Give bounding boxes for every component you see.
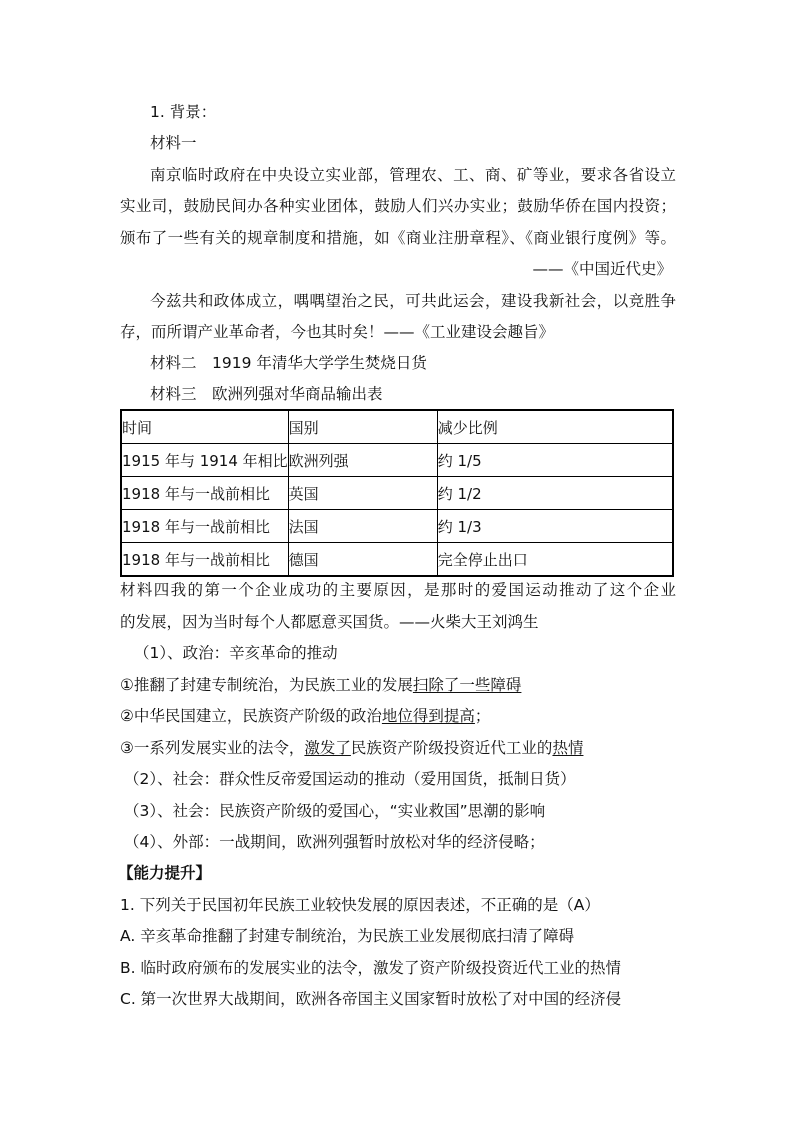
material-2: 材料二 1919 年清华大学学生焚烧日货: [150, 354, 427, 372]
point-1b: [120, 706, 490, 726]
table-cell: 欧洲列强: [288, 444, 437, 477]
point-1c-text: ③一系列发展实业的法令，: [120, 739, 305, 757]
material-3-title: 材料三 欧洲列强对华商品输出表: [150, 385, 383, 403]
table-cell: 英国: [288, 477, 437, 510]
point-1a-underline: 扫除了一些障碍: [412, 676, 522, 694]
table-header-cell: 国别: [288, 410, 437, 444]
point-1c-underline-1: 激发了: [304, 739, 351, 757]
table-cell: 约 1/3: [437, 510, 673, 543]
material-1-line-1: 南京临时政府在中央设立实业部，管理农、工、商、矿等业，要求各省设立: [150, 166, 676, 184]
table-row: [121, 510, 673, 543]
table-cell: 约 1/2: [437, 477, 673, 510]
option-b: B. 临时政府颁布的发展实业的法令，激发了资产阶级投资近代工业的热情: [120, 959, 621, 977]
material-1-line-3: 颁布了一些有关的规章制度和措施，如《商业注册章程》、《商业银行度例》等。: [120, 229, 676, 247]
table-cell: 完全停止出口: [437, 543, 673, 577]
material-1-line-2: 实业司，鼓励民间办各种实业团体，鼓励人们兴办实业；鼓励华侨在国内投资；: [120, 197, 676, 215]
point-1-title: （1）、政治：辛亥革命的推动: [134, 644, 338, 662]
point-4: （4）、外部：一战期间，欧洲列强暂时放松对华的经济侵略；: [124, 833, 545, 851]
point-1c-mid: 民族资产阶级投资近代工业的: [350, 739, 553, 757]
point-1b-text: ②中华民国建立，民族资产阶级的政治: [120, 707, 382, 725]
table-cell: 1918 年与一战前相比: [121, 510, 288, 543]
point-3: （3）、社会：民族资产阶级的爱国心，“实业救国”思潮的影响: [124, 802, 546, 820]
table-cell: 约 1/5: [437, 444, 673, 477]
point-2: （2）、社会：群众性反帝爱国运动的推动（爱用国货，抵制日货）: [124, 770, 576, 788]
question-1: 1. 下列关于民国初年民族工业较快发展的原因表述，不正确的是（A）: [120, 896, 600, 914]
table-row: [121, 444, 673, 477]
table-row: [121, 543, 673, 577]
table-header-cell: 时间: [121, 410, 288, 444]
table-header-cell: 减少比例: [437, 410, 673, 444]
quote-line-2: 存，而所谓产业革命者，今也其时矣！——《工业建设会趣旨》: [120, 323, 555, 341]
quote-line-1: 今兹共和政体成立，喁喁望治之民，可共此运会，建设我新社会，以竞胜争: [150, 292, 676, 310]
table-cell: 1918 年与一战前相比: [121, 543, 288, 577]
material-4-line-1: 材料四我的第一个企业成功的主要原因，是那时的爱国运动推动了这个企业: [120, 581, 676, 599]
point-1a: [120, 675, 521, 695]
option-a: A. 辛亥革命推翻了封建专制统治，为民族工业发展彻底扫清了障碍: [120, 927, 575, 945]
point-1a-text: ①推翻了封建专制统治，为民族工业的发展: [120, 676, 413, 694]
table-cell: 1918 年与一战前相比: [121, 477, 288, 510]
material-1-source: ——《中国近代史》: [532, 260, 672, 278]
table-header-row: [121, 410, 673, 444]
option-c: C. 第一次世界大战期间，欧洲各帝国主义国家暂时放松了对中国的经济侵: [120, 990, 622, 1008]
table-cell: 德国: [288, 543, 437, 577]
ability-heading: 【能力提升】: [118, 864, 212, 882]
point-1c-underline-2: 热情: [552, 739, 584, 757]
table-cell: 法国: [288, 510, 437, 543]
table-cell: 1915 年与 1914 年相比: [121, 444, 288, 477]
material-1-label: 材料一: [150, 134, 197, 152]
table-row: [121, 477, 673, 510]
point-1b-punct: ；: [474, 707, 491, 725]
material-4-line-2: 的发展，因为当时每个人都愿意买国货。——火柴大王刘鸿生: [120, 613, 539, 631]
export-table: [120, 409, 674, 577]
point-1c: [120, 738, 583, 758]
point-1b-underline: 地位得到提高: [381, 707, 475, 725]
section-heading: 1. 背景：: [150, 103, 217, 121]
